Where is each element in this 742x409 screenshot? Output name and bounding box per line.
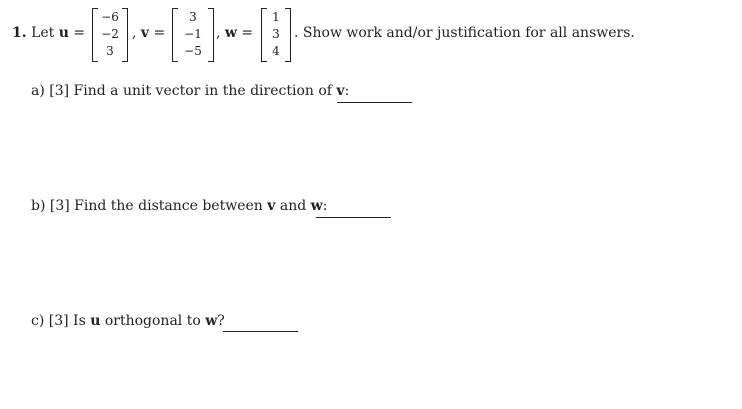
- let-label: Let: [31, 25, 55, 41]
- part-b-question: [31, 198, 327, 214]
- w-entry-2: 3: [272, 27, 280, 41]
- part-c-u-symbol: u: [90, 313, 101, 329]
- part-a-suffix: :: [344, 83, 350, 99]
- part-a-question: [31, 83, 349, 99]
- part-b-prefix: b) [3] Find the distance between: [31, 198, 268, 214]
- part-c-prefix: c) [3] Is: [31, 313, 91, 329]
- period-after-w: .: [294, 25, 299, 41]
- u-entry-1: −6: [101, 10, 119, 24]
- part-a-answer-blank[interactable]: [337, 102, 412, 103]
- w-entry-3: 4: [272, 44, 280, 58]
- part-b-v-symbol: v: [267, 198, 276, 214]
- instructions-text: Show work and/or justification for all answers.: [302, 25, 635, 41]
- instructions-line: [294, 25, 635, 41]
- u-equals: =: [73, 25, 86, 41]
- u-vector: [92, 8, 128, 60]
- v-entry-2: −1: [184, 27, 202, 41]
- part-b-w-symbol: w: [310, 198, 323, 214]
- part-a-v-symbol: v: [336, 83, 345, 99]
- part-c-middle: orthogonal to: [100, 313, 206, 329]
- part-c-w-symbol: w: [205, 313, 218, 329]
- u-entry-2: −2: [101, 27, 119, 41]
- v-symbol: v: [140, 25, 150, 41]
- w-entry-1: 1: [272, 10, 280, 24]
- v-label: [132, 25, 165, 41]
- part-c-question: [31, 313, 225, 329]
- part-b-suffix: :: [322, 198, 328, 214]
- u-symbol: u: [58, 25, 69, 41]
- v-vector: [172, 8, 214, 60]
- v-entry-3: −5: [184, 44, 202, 58]
- part-a-prefix: a) [3] Find a unit vector in the direction of: [31, 83, 337, 99]
- v-entry-1: 3: [189, 10, 197, 24]
- comma-after-u: ,: [132, 25, 137, 41]
- comma-after-v: ,: [216, 25, 221, 41]
- problem-intro: [12, 25, 85, 41]
- w-equals: =: [241, 25, 254, 41]
- part-b-middle: and: [275, 198, 311, 214]
- w-label: [216, 25, 253, 41]
- part-c-suffix: ?: [217, 313, 225, 329]
- w-symbol: w: [224, 25, 237, 41]
- v-equals: =: [153, 25, 166, 41]
- w-vector: [261, 8, 291, 60]
- u-entry-3: 3: [106, 44, 114, 58]
- part-b-answer-blank[interactable]: [316, 217, 391, 218]
- problem-number: 1.: [12, 25, 27, 41]
- part-c-answer-blank[interactable]: [223, 331, 298, 332]
